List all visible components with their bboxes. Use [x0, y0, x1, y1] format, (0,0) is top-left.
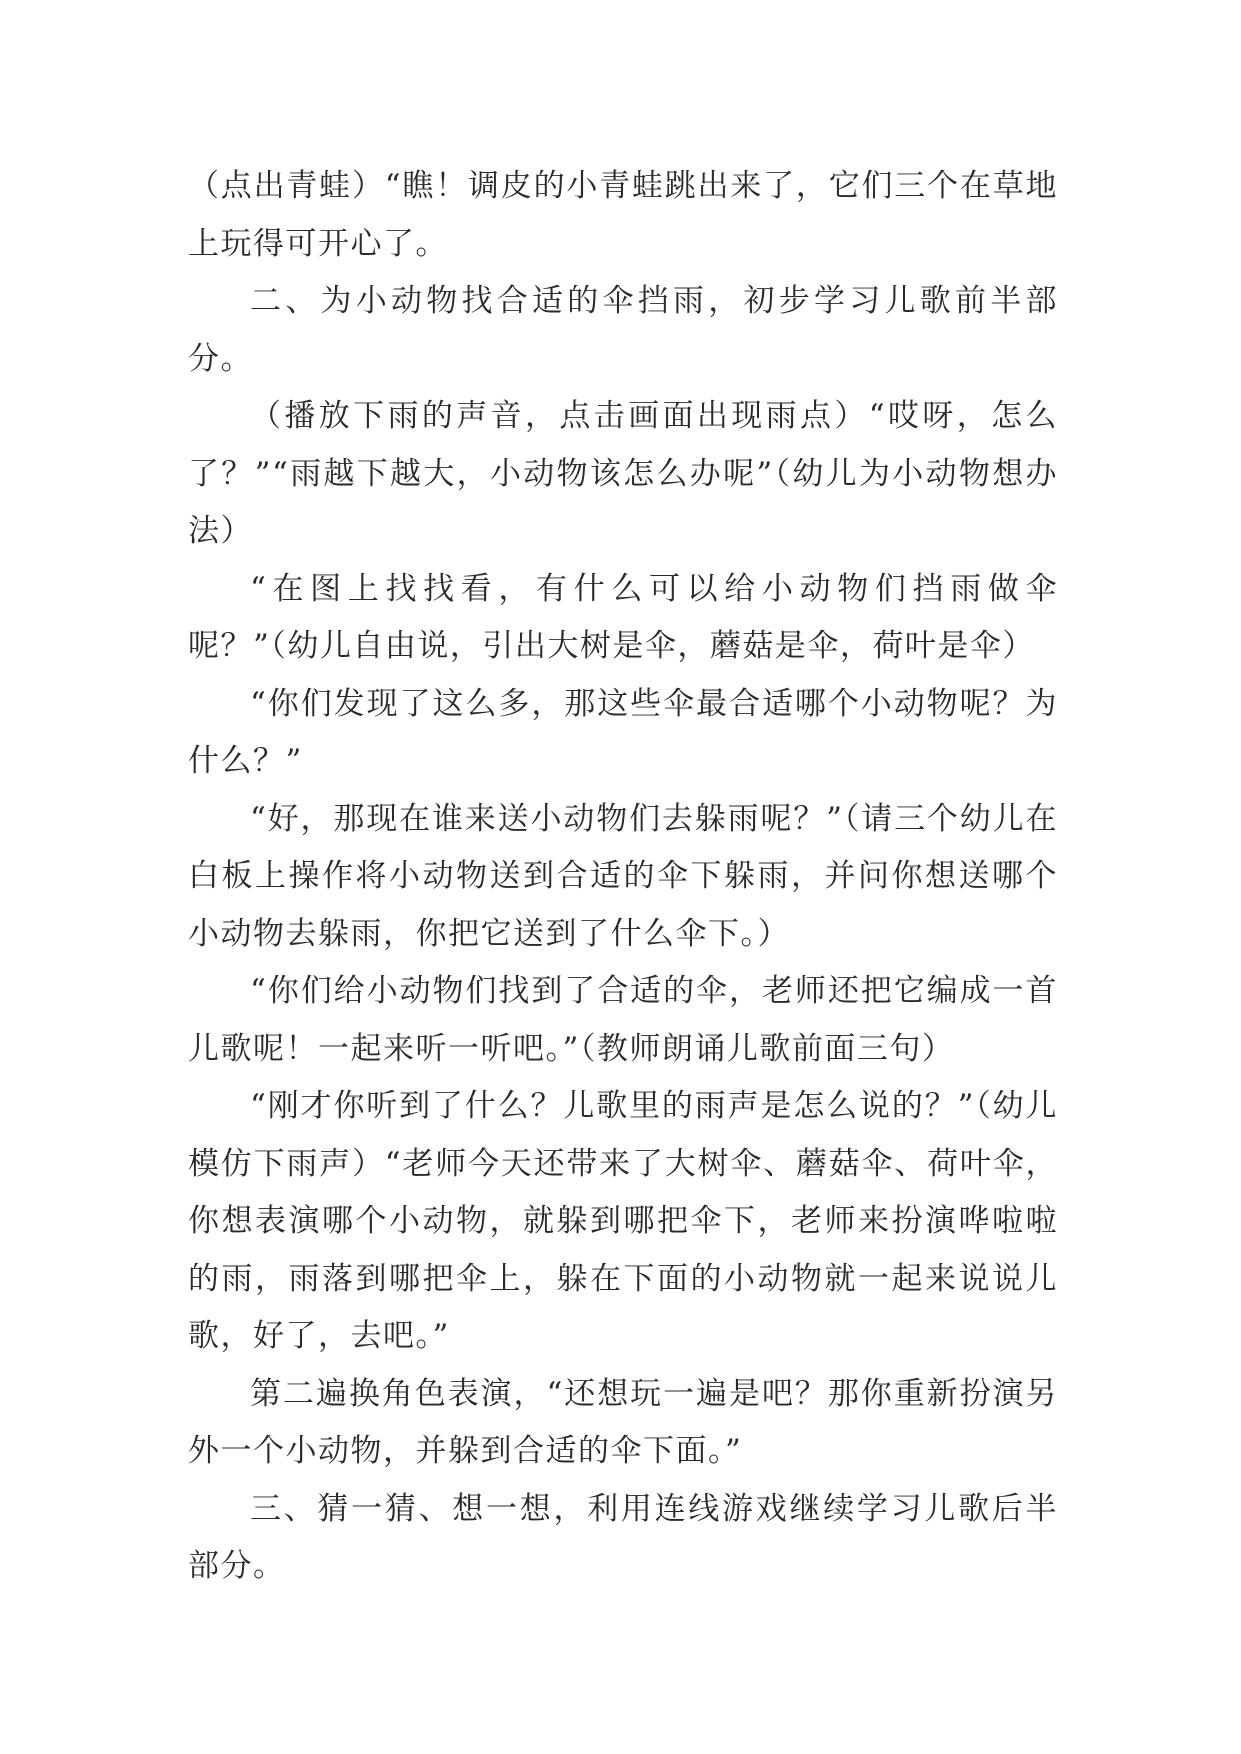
paragraph-1: （点出青蛙）“瞧！调皮的小青蛙跳出来了，它们三个在草地上玩得可开心了。	[188, 168, 1058, 262]
paragraph-4: “在图上找找看，有什么可以给小动物们挡雨做伞呢？”（幼儿自由说，引出大树是伞，蘑菇是伞，荷叶是伞）	[188, 570, 1058, 664]
paragraph-8: “刚才你听到了什么？儿歌里的雨声是怎么说的？”（幼儿模仿下雨声）“老师今天还带来了大树伞、蘑菇伞、荷叶伞，你想表演哪个小动物，就躲到哪把伞下，老师来扮演哗啦啦的雨，雨落到哪把伞上，躲在下面的小动物就一起来说说儿歌，好了，去吧。”	[188, 1088, 1058, 1354]
paragraph-7: “你们给小动物们找到了合适的伞，老师还把它编成一首儿歌呢！一起来听一听吧。”（教师朗诵儿歌前面三句）	[188, 973, 1058, 1067]
paragraph-10: 三、猜一猜、想一想，利用连线游戏继续学习儿歌后半部分。	[188, 1490, 1058, 1584]
paragraph-5: “你们发现了这么多，那这些伞最合适哪个小动物呢？为什么？”	[188, 685, 1058, 779]
paragraph-2: 二、为小动物找合适的伞挡雨，初步学习儿歌前半部分。	[188, 283, 1058, 377]
document-body	[188, 158, 1058, 1596]
paragraph-6: “好，那现在谁来送小动物们去躲雨呢？”（请三个幼儿在白板上操作将小动物送到合适的伞下躲雨，并问你想送哪个小动物去躲雨，你把它送到了什么伞下。）	[188, 800, 1058, 952]
paragraph-9: 第二遍换角色表演，“还想玩一遍是吧？那你重新扮演另外一个小动物，并躲到合适的伞下面。”	[188, 1375, 1058, 1469]
paragraph-3: （播放下雨的声音，点击画面出现雨点）“哎呀，怎么了？”“雨越下越大，小动物该怎么办呢”（幼儿为小动物想办法）	[188, 398, 1058, 549]
